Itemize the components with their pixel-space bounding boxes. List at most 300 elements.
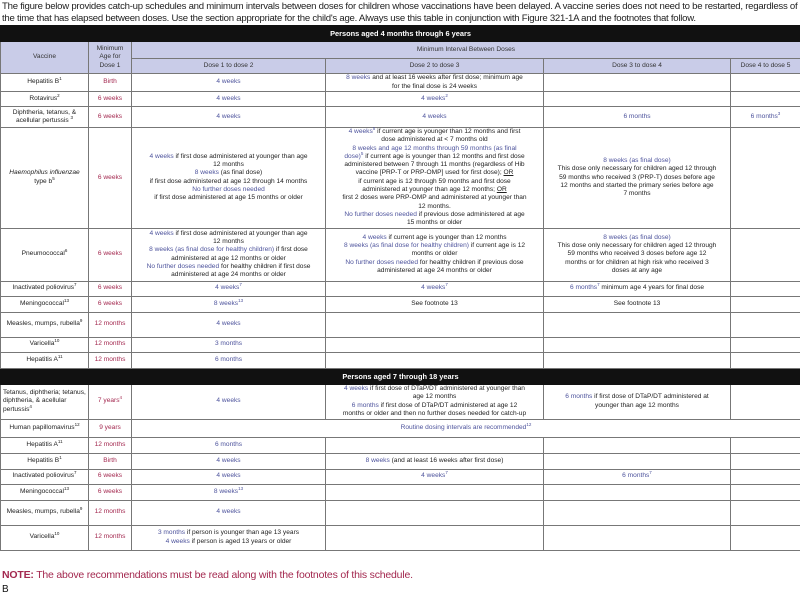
- cell-text: 6 months: [214, 355, 243, 363]
- vaccine-name: [1, 296, 89, 312]
- cell-text: 4 weeks: [216, 112, 241, 120]
- interval-cell: [544, 312, 731, 337]
- interval-cell: [132, 337, 326, 352]
- interval-cell: [731, 92, 800, 107]
- superscript: 7: [74, 470, 77, 476]
- cell-text: Meningococcal: [20, 299, 64, 307]
- cell-text: This dose only necessary for children aged 12 through: [557, 165, 717, 173]
- cell-text: Hepatitis B: [27, 456, 60, 464]
- cell-text: 7 months: [623, 190, 651, 198]
- vaccine-name: [1, 92, 89, 107]
- cell-text: OR: [503, 169, 514, 177]
- cell-text: 4 weeks: [216, 78, 241, 86]
- min-age-value: Birth: [103, 456, 117, 464]
- note-text: The above recommendations must be read along with the footnotes of this schedule.: [33, 568, 413, 581]
- interval-cell: [544, 384, 731, 419]
- interval-cell: [731, 525, 800, 550]
- min-age-value: 6 weeks: [97, 173, 123, 181]
- table-row: [1, 74, 800, 92]
- superscript: 13: [63, 485, 69, 491]
- note-label: NOTE:: [2, 568, 34, 581]
- interval-cell: [132, 352, 326, 368]
- cell-text: 8 weeks: [346, 74, 371, 82]
- cell-text: 6 months: [565, 393, 593, 401]
- min-age: [89, 92, 132, 107]
- cell-text: Measles, mumps, rubella: [6, 508, 80, 516]
- min-age-value: 12 months: [94, 340, 126, 348]
- cell-text: 4 weeks: [216, 456, 241, 464]
- min-age-value: 9 years: [99, 423, 121, 431]
- cell-text: Varicella: [29, 340, 55, 348]
- intro-text: The figure below provides catch-up schedules and minimum intervals between doses for children whose vaccinations have been delayed. A vaccine series does not need to be restarted, regardless of the time that has elapsed between doses. Use the section appropriate for the child's age. Always use this table in conjunction with Figure 321-1A and the footnotes that follow.: [2, 1, 798, 24]
- min-age: [89, 74, 132, 92]
- cell-text: 4 weeks: [421, 284, 446, 292]
- superscript: 1: [59, 76, 62, 82]
- interval-cell: [731, 128, 800, 229]
- cell-text: Hepatitis A: [26, 355, 58, 363]
- interval-cell: [731, 296, 800, 312]
- interval-cell: [326, 469, 544, 484]
- cell-text: 12 months.: [418, 202, 451, 210]
- interval-cell: [544, 469, 731, 484]
- min-age-value: 12 months: [94, 355, 126, 363]
- superscript: 9: [79, 318, 83, 324]
- cell-text: if first dose administered at younger than age: [173, 152, 308, 160]
- cell-text: 4 weeks: [216, 472, 241, 480]
- cell-text: 4 weeks: [421, 472, 446, 480]
- cell-text: 15 months or older: [407, 219, 462, 227]
- section-title: Persons aged 7 through 18 years: [1, 368, 800, 384]
- min-age-value: 6 weeks: [97, 284, 123, 292]
- interval-cell: [544, 74, 731, 92]
- table-row: [1, 337, 800, 352]
- cell-text: administered at younger than age 12 months;: [362, 186, 497, 194]
- interval-cell: [326, 484, 544, 500]
- interval-cell: [731, 437, 800, 453]
- superscript: 7: [649, 470, 652, 476]
- cell-text: 4 weeks: [362, 233, 387, 241]
- interval-cell: [132, 469, 326, 484]
- interval-cell: [731, 384, 800, 419]
- section-header-row: [1, 26, 800, 42]
- interval-cell: [132, 484, 326, 500]
- cell-text: 4 weeks: [421, 94, 446, 102]
- vaccine-name: [1, 419, 89, 437]
- cell-text: Inactivated poliovirus: [12, 284, 75, 292]
- cell-text: months or for children at high risk who received 3: [565, 258, 709, 266]
- cell-text: type b: [34, 177, 53, 185]
- cell-text: Pneumococcal: [21, 250, 65, 258]
- cell-text: 59 months who received 3 (PRP-T) doses before age: [559, 173, 715, 181]
- header-dose-4: Dose 4 to dose 5: [731, 59, 800, 74]
- cell-text: months or older: [411, 250, 458, 258]
- cell-text: Haemophilus influenzae: [9, 169, 80, 177]
- vaccine-name: [1, 74, 89, 92]
- cell-text: 12 months: [213, 161, 244, 169]
- cell-text: Varicella: [29, 533, 55, 541]
- interval-cell: [132, 525, 326, 550]
- min-age: [89, 384, 132, 419]
- header-vaccine: Vaccine: [1, 42, 89, 74]
- table-row: [1, 107, 800, 128]
- superscript: 13: [238, 297, 244, 303]
- min-age: [89, 281, 132, 296]
- interval-cell: [132, 107, 326, 128]
- cell-text: 12 months: [213, 237, 244, 245]
- section-header-row: [1, 368, 800, 384]
- table-row: [1, 419, 800, 437]
- interval-cell: [326, 128, 544, 229]
- interval-cell: [731, 74, 800, 92]
- table-row: [1, 500, 800, 525]
- cell-text: if first dose: [274, 246, 308, 254]
- superscript: 4: [119, 395, 123, 401]
- interval-cell: [731, 453, 800, 469]
- cell-text: Routine dosing intervals are recommended: [400, 423, 527, 431]
- cell-text: 4 weeks: [215, 284, 240, 292]
- cell-text: if first dose of DTaP/DT administered at age 12: [378, 401, 518, 409]
- cell-text: for healthy children if first dose: [219, 262, 311, 270]
- cell-text: 59 months who received 3 doses before age 12: [567, 250, 707, 258]
- cell-text: 8 weeks: [194, 169, 219, 177]
- cell-text: Meningococcal: [20, 487, 64, 495]
- table-row: [1, 525, 800, 550]
- interval-cell: [326, 500, 544, 525]
- header-dose-1: Dose 1 to dose 2: [132, 59, 326, 74]
- cell-text: 6 months: [214, 440, 243, 448]
- superscript: 12: [526, 421, 532, 427]
- cell-text: if previous dose administered at age: [416, 210, 525, 218]
- table-row: [1, 469, 800, 484]
- interval-cell: [132, 92, 326, 107]
- table-row: [1, 484, 800, 500]
- superscript: 9: [79, 506, 83, 512]
- cell-text: 8 weeks (as final dose for healthy children): [343, 242, 469, 250]
- min-age: [89, 469, 132, 484]
- cell-text: No further doses needed: [345, 258, 419, 266]
- catch-up-schedule-table: [0, 25, 800, 551]
- cell-text: dose): [344, 152, 361, 160]
- vaccine-name: [1, 107, 89, 128]
- cell-text: Diphtheria, tetanus, & acellular pertussis: [12, 108, 77, 124]
- cell-text: administered between 7 through 11 months (regardless of Hib: [344, 161, 525, 169]
- min-age: [89, 337, 132, 352]
- cell-text: (and at least 16 weeks after first dose): [389, 456, 504, 464]
- cell-text: if person is aged 13 years or older: [189, 537, 292, 545]
- table-row: [1, 228, 800, 281]
- min-age-value: 7 years: [97, 397, 120, 405]
- superscript: 13: [63, 297, 69, 303]
- min-age: [89, 352, 132, 368]
- superscript: 2: [445, 92, 448, 98]
- table-row: [1, 437, 800, 453]
- cell-text: 8 weeks (as final dose): [603, 233, 671, 241]
- cell-text: for the final dose is 24 weeks: [391, 82, 478, 90]
- superscript: 10: [54, 338, 60, 344]
- interval-cell: [544, 484, 731, 500]
- cell-text: for healthy children if previous dose: [418, 258, 524, 266]
- min-age: [89, 453, 132, 469]
- cell-text: 4 weeks: [216, 94, 241, 102]
- cell-text: (as final dose): [218, 169, 263, 177]
- superscript: 7: [597, 282, 600, 288]
- note: [2, 569, 798, 582]
- superscript: 5: [52, 175, 55, 181]
- cell-text: 6 months: [622, 472, 650, 480]
- interval-cell: [132, 312, 326, 337]
- interval-cell: [731, 352, 800, 368]
- cell-text: No further doses needed: [192, 186, 265, 194]
- cell-text: younger than age 12 months: [595, 401, 679, 409]
- header-dose-3: Dose 3 to dose 4: [544, 59, 731, 74]
- interval-cell: [326, 352, 544, 368]
- superscript: 13: [238, 485, 244, 491]
- cell-text: 4 weeks: [165, 537, 190, 545]
- superscript: 7: [239, 282, 242, 288]
- vaccine-name: [1, 437, 89, 453]
- min-age: [89, 128, 132, 229]
- interval-cell: [326, 296, 544, 312]
- cell-text: 4 weeks: [149, 152, 174, 160]
- vaccine-name: [1, 384, 89, 419]
- superscript: 6: [64, 248, 68, 254]
- interval-cell: [326, 384, 544, 419]
- cell-text: 8 weeks and age 12 months through 59 months (as final: [352, 144, 517, 152]
- cell-text: 4 weeks: [216, 320, 241, 328]
- superscript: 5: [360, 150, 364, 156]
- interval-cell: [731, 312, 800, 337]
- vaccine-name: [1, 500, 89, 525]
- interval-cell: [326, 92, 544, 107]
- cell-text: vaccine [PRP-T or PRP-OMP] used for first dose);: [355, 169, 504, 177]
- interval-cell: [544, 453, 731, 469]
- figure-label: B: [2, 583, 9, 595]
- min-age-value: 6 weeks: [97, 472, 123, 480]
- min-age: [89, 312, 132, 337]
- vaccine-name: [1, 484, 89, 500]
- cell-text: Tetanus, diphtheria; tetanus, diphtheria, & acellular pertussis: [3, 389, 86, 413]
- cell-text: 6 months: [351, 401, 379, 409]
- cell-text: 8 weeks (as final dose): [603, 157, 671, 165]
- cell-text: administered at age 24 months or older: [171, 271, 286, 279]
- cell-text: See footnote 13: [613, 299, 661, 307]
- interval-cell: [544, 437, 731, 453]
- cell-text: Inactivated poliovirus: [12, 472, 75, 480]
- vaccine-name: [1, 469, 89, 484]
- cell-text: Hepatitis A: [26, 440, 58, 448]
- cell-text: and at least 16 weeks after first dose; minimum age: [370, 74, 523, 82]
- cell-text: if current age is younger than 12 months and first dose: [363, 152, 525, 160]
- cell-text: if person is younger than age 13 years: [185, 529, 300, 537]
- vaccine-name: [1, 525, 89, 550]
- vaccine-name: [1, 128, 89, 229]
- cell-text: if current age is 12 through 59 months and first dose: [358, 177, 511, 185]
- cell-text: 4 weeks: [216, 508, 241, 516]
- interval-cell: [132, 500, 326, 525]
- min-age-value: 6 weeks: [97, 94, 123, 102]
- header-min-age: Minimum Age for Dose 1: [89, 42, 132, 74]
- vaccine-name: [1, 352, 89, 368]
- superscript: 7: [74, 282, 77, 288]
- min-age: [89, 228, 132, 281]
- cell-text: 8 weeks: [213, 487, 239, 495]
- interval-cell: [326, 337, 544, 352]
- cell-text: doses at any age: [611, 267, 663, 274]
- superscript: 7: [445, 470, 448, 476]
- table-row: [1, 352, 800, 368]
- cell-text: 3 months: [157, 529, 186, 537]
- vaccine-name: [1, 337, 89, 352]
- vaccine-name: [1, 453, 89, 469]
- cell-text: Measles, mumps, rubella: [6, 320, 80, 328]
- header-dose-2: Dose 2 to dose 3: [326, 59, 544, 74]
- min-age-value: 12 months: [94, 320, 126, 328]
- interval-cell: [132, 128, 326, 229]
- table-row: [1, 296, 800, 312]
- interval-cell: [132, 437, 326, 453]
- cell-text: 4 weeks: [348, 128, 373, 135]
- cell-text: if first dose administered at younger than age: [173, 229, 308, 237]
- interval-cell: [544, 525, 731, 550]
- interval-cell: [132, 281, 326, 296]
- table-row: [1, 92, 800, 107]
- min-age: [89, 419, 132, 437]
- cell-text: minimum age 4 years for final dose: [599, 284, 705, 292]
- superscript: 7: [445, 282, 448, 288]
- interval-cell: [132, 228, 326, 281]
- cell-text: No further doses needed: [344, 210, 417, 218]
- min-age-value: 12 months: [94, 533, 126, 541]
- min-age-value: 6 weeks: [97, 299, 123, 307]
- cell-text: if current age is younger than 12 months and first: [375, 128, 521, 135]
- interval-cell: [544, 228, 731, 281]
- superscript: 11: [57, 438, 63, 444]
- interval-cell: [731, 500, 800, 525]
- interval-cell: [731, 281, 800, 296]
- cell-text: 6 months: [569, 284, 598, 292]
- interval-cell: [326, 437, 544, 453]
- superscript: 11: [57, 353, 63, 359]
- interval-cell: [326, 453, 544, 469]
- cell-text: 8 weeks (as final dose for healthy children): [149, 246, 275, 254]
- interval-cell: [731, 469, 800, 484]
- cell-text: 6 months: [750, 112, 778, 120]
- superscript: 5: [372, 126, 376, 131]
- table-row: [1, 281, 800, 296]
- table-row: [1, 453, 800, 469]
- interval-cell: [544, 500, 731, 525]
- cell-text: age 12 months: [412, 393, 457, 401]
- superscript: 1: [59, 454, 62, 460]
- min-age: [89, 500, 132, 525]
- cell-text: 4 weeks: [422, 112, 447, 120]
- section-title: Persons aged 4 months through 6 years: [1, 26, 800, 42]
- cell-text: 4 weeks: [216, 397, 241, 405]
- interval-cell: [544, 337, 731, 352]
- min-age-value: 12 months: [94, 440, 126, 448]
- interval-cell: [544, 107, 731, 128]
- interval-cell: [731, 228, 800, 281]
- cell-text: Human papillomavirus: [9, 423, 75, 431]
- cell-text: 4 weeks: [149, 229, 174, 237]
- min-age: [89, 437, 132, 453]
- cell-text: 8 weeks: [365, 456, 390, 464]
- cell-text: 4 weeks: [344, 384, 369, 392]
- cell-text: first 2 doses were PRP-OMP and administered at younger than: [342, 194, 527, 202]
- interval-cell: [731, 107, 800, 128]
- superscript: 2: [57, 92, 60, 98]
- cell-text: See footnote 13: [411, 299, 458, 307]
- cell-text: if first dose of DTaP/DT administered at: [592, 393, 709, 401]
- cell-text: months or older and then no further doses needed for catch-up: [342, 409, 527, 417]
- interval-cell: [544, 352, 731, 368]
- cell-text: 8 weeks: [213, 299, 239, 307]
- min-age: [89, 484, 132, 500]
- superscript: 4: [29, 403, 32, 409]
- cell-text: 6 months: [623, 112, 651, 120]
- cell-text: if current age is 12: [468, 242, 526, 250]
- interval-cell: [326, 281, 544, 296]
- min-age-value: 6 weeks: [97, 250, 123, 258]
- min-age-value: 6 weeks: [97, 487, 123, 495]
- min-age: [89, 296, 132, 312]
- interval-cell: [132, 384, 326, 419]
- superscript: 10: [54, 531, 60, 537]
- interval-cell: [132, 74, 326, 92]
- min-age: [89, 107, 132, 128]
- interval-cell: [326, 525, 544, 550]
- interval-cell: [731, 484, 800, 500]
- table-row: [1, 128, 800, 229]
- interval-cell: [544, 128, 731, 229]
- cell-text: if first dose of DTaP/DT administered at younger than: [368, 384, 525, 392]
- cell-text: Rotavirus: [29, 94, 58, 102]
- vaccine-name: [1, 312, 89, 337]
- interval-cell: [544, 92, 731, 107]
- cell-text: if first dose administered at age 12 through 14 months: [149, 177, 308, 185]
- vaccine-name: [1, 228, 89, 281]
- cell-text: if current age is younger than 12 months: [386, 233, 507, 241]
- column-header-row: [1, 42, 800, 59]
- cell-text: OR: [496, 186, 507, 194]
- interval-cell: [132, 419, 800, 437]
- cell-text: dose administered at < 7 months old: [381, 136, 488, 144]
- interval-cell: [326, 107, 544, 128]
- interval-cell: [544, 296, 731, 312]
- cell-text: Hepatitis B: [27, 78, 60, 86]
- superscript: 3: [777, 110, 781, 116]
- interval-cell: [132, 453, 326, 469]
- superscript: 3: [70, 115, 74, 120]
- interval-cell: [544, 281, 731, 296]
- interval-cell: [132, 296, 326, 312]
- cell-text: 12 months and started the primary series before age: [560, 181, 714, 189]
- table-row: [1, 384, 800, 419]
- vaccine-name: [1, 281, 89, 296]
- cell-text: administered at age 12 months or older: [171, 254, 286, 262]
- min-age: [89, 525, 132, 550]
- cell-text: This dose only necessary for children aged 12 through: [557, 242, 717, 250]
- table-row: [1, 312, 800, 337]
- min-age-value: 12 months: [94, 508, 126, 516]
- interval-cell: [326, 312, 544, 337]
- superscript: 12: [74, 421, 80, 427]
- cell-text: if first dose administered at age 15 months or older: [154, 194, 303, 202]
- min-age-value: Birth: [103, 78, 117, 86]
- interval-cell: [731, 337, 800, 352]
- header-interval: Minimum Interval Between Doses: [132, 42, 800, 59]
- interval-cell: [326, 74, 544, 92]
